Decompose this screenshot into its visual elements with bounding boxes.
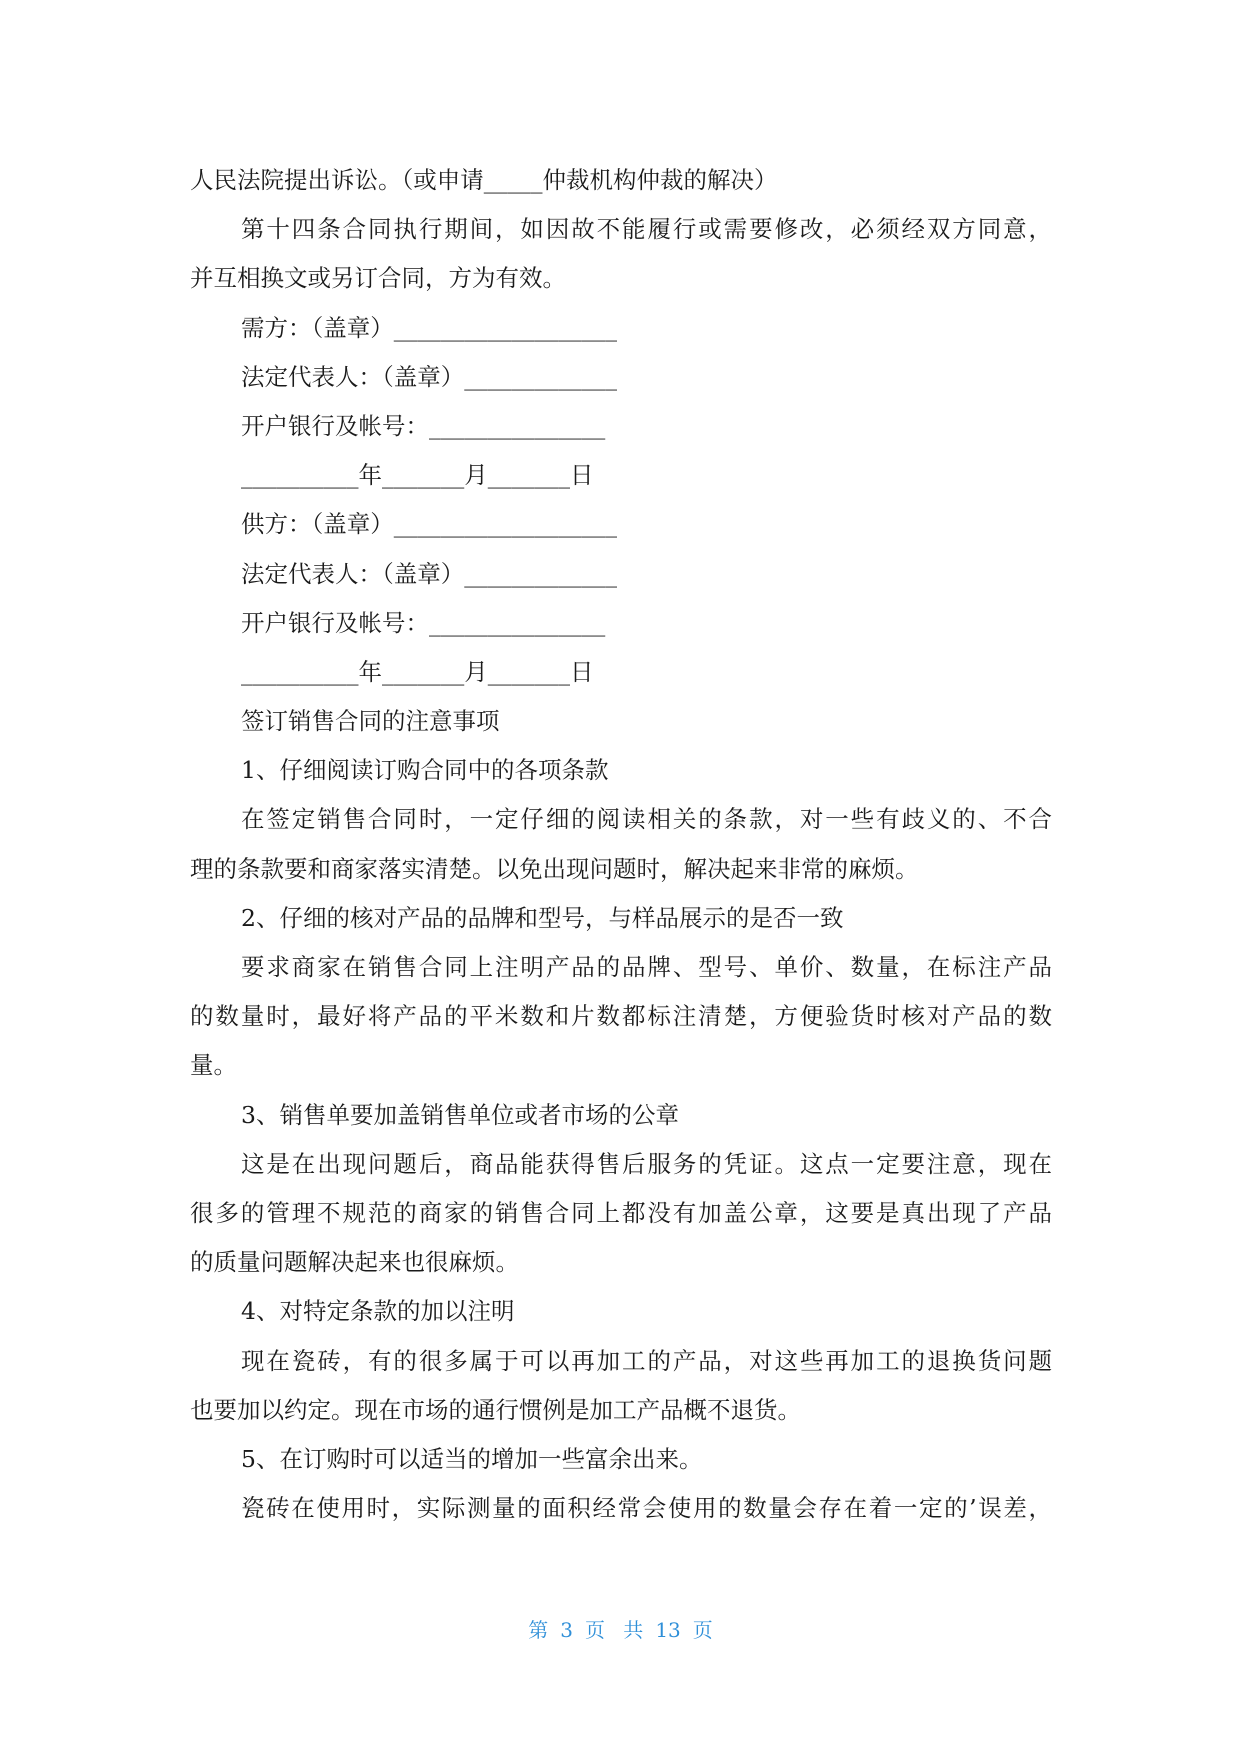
text-line: 的质量问题解决起来也很麻烦。 (190, 1248, 519, 1277)
signature-field-seller-representative: 法定代表人：（盖章）_____________ (241, 559, 617, 588)
text-line: 很多的管理不规范的商家的销售合同上都没有加盖公章，这要是真出现了产品 (190, 1198, 1052, 1227)
footer-middle: 页 共 (584, 1618, 644, 1642)
text-line: 瓷砖在使用时，实际测量的面积经常会使用的数量会存在着一定的’误差， (241, 1494, 1052, 1523)
signature-field-seller-date: __________年_______月_______日 (241, 657, 594, 686)
signature-field-buyer-seal: 需方：（盖章）___________________ (241, 313, 617, 342)
text-line: 要求商家在销售合同上注明产品的品牌、型号、单价、数量，在标注产品 (241, 953, 1052, 981)
text-line: 第十四条合同执行期间，如因故不能履行或需要修改，必须经双方同意， (241, 215, 1052, 244)
footer-page-number: 3 (560, 1618, 573, 1642)
text-line: 人民法院提出诉讼。（或申请_____仲裁机构仲裁的解决） (190, 166, 778, 194)
text-line: 现在瓷砖，有的很多属于可以再加工的产品，对这些再加工的退换货问题 (241, 1346, 1052, 1375)
footer-total-pages: 13 (655, 1618, 681, 1642)
footer-prefix: 第 (528, 1618, 549, 1642)
text-line: 也要加以约定。现在市场的通行惯例是加工产品概不退货。 (190, 1395, 801, 1424)
signature-field-buyer-date: __________年_______月_______日 (241, 461, 594, 490)
page-footer (0, 1614, 1241, 1643)
text-line: 的数量时，最好将产品的平米数和片数都标注清楚，方便验货时核对产品的数 (190, 1002, 1052, 1031)
section-heading: 签订销售合同的注意事项 (241, 707, 500, 736)
text-line: 并互相换文或另订合同，方为有效。 (190, 264, 566, 293)
text-line: 理的条款要和商家落实清楚。以免出现问题时，解决起来非常的麻烦。 (190, 854, 919, 883)
signature-field-buyer-bank: 开户银行及帐号：_______________ (241, 411, 606, 440)
signature-field-seller-seal: 供方：（盖章）___________________ (241, 510, 617, 539)
list-item-heading: 4、对特定条款的加以注明 (241, 1297, 515, 1326)
document-body (190, 156, 1052, 1533)
text-line: 在签定销售合同时，一定仔细的阅读相关的条款，对一些有歧义的、不合 (241, 805, 1052, 834)
signature-field-buyer-representative: 法定代表人：（盖章）_____________ (241, 362, 617, 391)
footer-suffix: 页 (692, 1618, 713, 1642)
text-line: 这是在出现问题后，商品能获得售后服务的凭证。这点一定要注意，现在 (241, 1149, 1052, 1178)
list-item-heading: 3、销售单要加盖销售单位或者市场的公章 (241, 1100, 679, 1129)
list-item-heading: 5、在订购时可以适当的增加一些富余出来。 (241, 1444, 703, 1473)
list-item-heading: 1、仔细阅读订购合同中的各项条款 (241, 756, 609, 785)
text-line: 量。 (190, 1051, 237, 1080)
list-item-heading: 2、仔细的核对产品的品牌和型号，与样品展示的是否一致 (241, 903, 844, 932)
signature-field-seller-bank: 开户银行及帐号：_______________ (241, 608, 606, 637)
